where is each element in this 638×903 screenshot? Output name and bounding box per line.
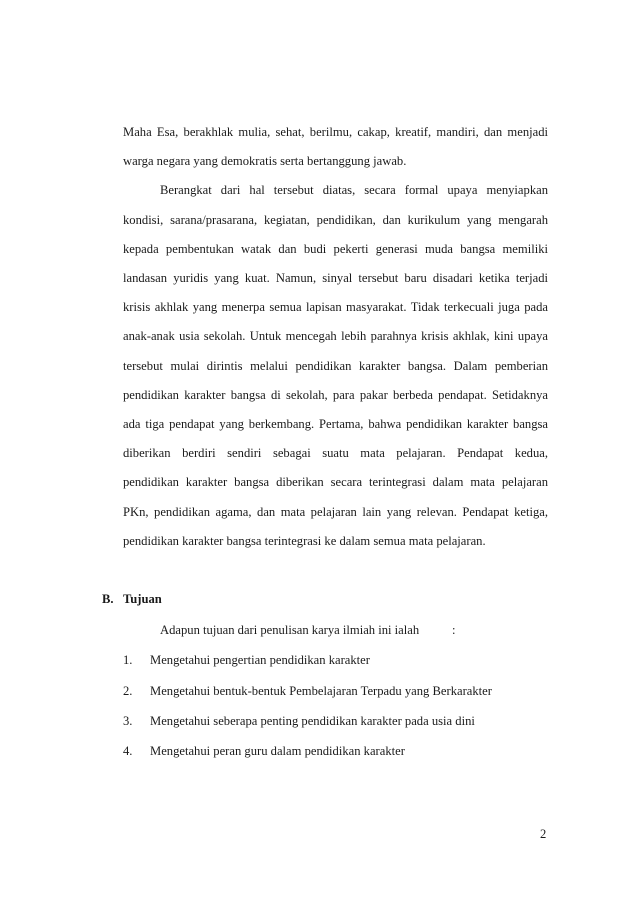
paragraph-line: krisis akhlak yang menerpa semua lapisan masyarakat. Tidak terkecuali juga pada — [123, 300, 548, 314]
section-intro-colon: : — [452, 623, 456, 637]
paragraph-line: warga negara yang demokratis serta bertanggung jawab. — [123, 154, 407, 168]
list-item-number: 2. — [123, 684, 133, 698]
paragraph-line: kondisi, sarana/prasarana, kegiatan, pendidikan, dan kurikulum yang mengarah — [123, 213, 548, 227]
paragraph-line: pendidikan karakter bangsa terintegrasi ke dalam semua mata pelajaran. — [123, 534, 486, 548]
paragraph-line: PKn, pendidikan agama, dan mata pelajaran lain yang relevan. Pendapat ketiga, — [123, 505, 548, 519]
paragraph-line: landasan yuridis yang kuat. Namun, sinyal tersebut baru disadari ketika terjadi — [123, 271, 548, 285]
paragraph-line: Maha Esa, berakhlak mulia, sehat, berilmu, cakap, kreatif, mandiri, dan menjadi — [123, 125, 548, 139]
list-item: Mengetahui seberapa penting pendidikan karakter pada usia dini — [150, 714, 475, 728]
list-item-number: 3. — [123, 714, 133, 728]
list-item-number: 4. — [123, 744, 133, 758]
section-title: Tujuan — [123, 592, 162, 606]
paragraph-line: anak-anak usia sekolah. Untuk mencegah lebih parahnya krisis akhlak, kini upaya — [123, 329, 548, 343]
paragraph-line: pendidikan karakter bangsa di sekolah, para pakar berbeda pendapat. Setidaknya — [123, 388, 548, 402]
list-item: Mengetahui bentuk-bentuk Pembelajaran Terpadu yang Berkarakter — [150, 684, 492, 698]
paragraph-line: diberikan berdiri sendiri sebagai suatu mata pelajaran. Pendapat kedua, — [123, 446, 548, 460]
paragraph-line: kepada pembentukan watak dan budi pekerti generasi muda bangsa memiliki — [123, 242, 548, 256]
list-item: Mengetahui peran guru dalam pendidikan karakter — [150, 744, 405, 758]
paragraph-line: pendidikan karakter bangsa diberikan secara terintegrasi dalam mata pelajaran — [123, 475, 548, 489]
list-item-number: 1. — [123, 653, 133, 667]
paragraph-line: tersebut mulai dirintis melalui pendidikan karakter bangsa. Dalam pemberian — [123, 359, 548, 373]
paragraph-line: ada tiga pendapat yang berkembang. Pertama, bahwa pendidikan karakter bangsa — [123, 417, 548, 431]
page-number: 2 — [540, 827, 547, 841]
list-item: Mengetahui pengertian pendidikan karakter — [150, 653, 370, 667]
section-letter: B. — [102, 592, 114, 606]
paragraph-line: Berangkat dari hal tersebut diatas, secara formal upaya menyiapkan — [160, 183, 548, 197]
section-intro: Adapun tujuan dari penulisan karya ilmiah ini ialah — [160, 623, 420, 637]
